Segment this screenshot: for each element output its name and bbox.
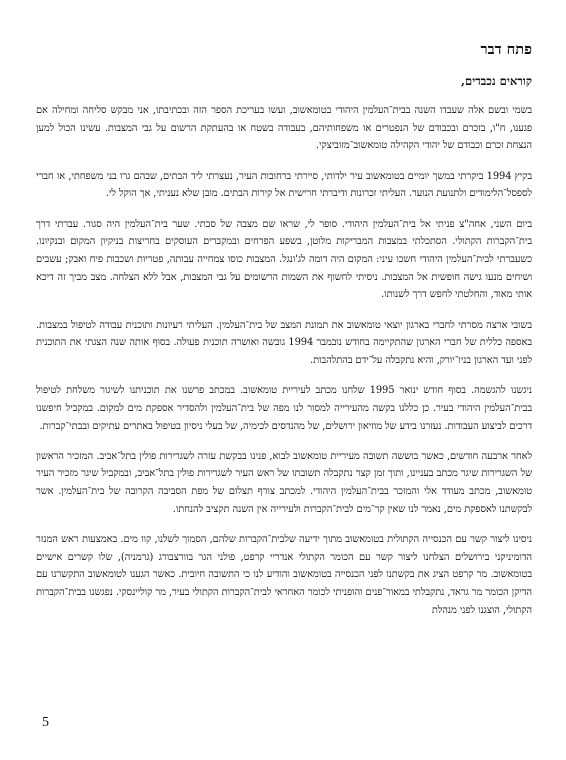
paragraph-4: בשובי ארצה מסרתי לחברי בארגון יוצאי טומאשוב את תמונת המצב של בית־העלמין. העליתי רעיונות ותוכנית עבודה לטיפול במצבות. באספה כללית של חברי הארגון שהתקיימה בחודש נובמבר 1994 גובשה ואושרה תוכנית פעולה. בסוף אותה שנה הצגתי את התוכנית לפני ועד הארגון בניו־יורק, והיא נתקבלה על־ידם בהתלהבות.	[36, 319, 532, 366]
document-page	[36, 40, 532, 632]
paragraph-3: ביום השני, אחה"צ פניתי אל בית־העלמין היהודי. סופר לי, שראו שם מצבה של סבתי. שער בית־העלמין היה סגור. עברתי דרך בית־הקברות הקתולי. הסתכלתי במצבות המבריקות מלוטן, בשפע הפרחים ובמקברים העוסקים בחריצות בניקיון המקום ובנקיונו. כשעברתי לבית־העלמין היהודי חשכו עיני: המקום היה דומה לג'ונגל. המצבות כוסו צמחייה עבותה, פטריות ושכבות פיח ואבק; עשבים ושיחים מנעו גישה חופשית אל המצבות. ניסיתי לחשוף את השמות הרשומים על גבי המצבות, אבל ללא הצלחה. מצב מביך זה דיכא אותי מאוד, והחלטתי לחפש דרך לשנותו.	[36, 218, 532, 301]
paragraph-5: ניגשנו להגשמה. בסוף חודש ינואר 1995 שלחנו מכתב לעיריית טומאשוב. במכתב פרשנו את תוכניתנו לשיגור משלחת לטיפול בבית־העלמין היהודי בעיר. כן כללנו בקשה מהעירייה למסור לנו מפה של בית־העלמין ולהסדיר אספקת מים למקום. במקביל חיפשנו דרכים לביצוע העבודות. נעזרנו בידע של מוזיאון ירושלים, של מהנדסים לכימיה, של בעלי ניסיון בטיפול באתרים עתיקים ובבתי־קברות.	[36, 385, 533, 432]
page-number: 5	[42, 715, 49, 730]
paragraph-6: לאחר ארבעה חודשים, כאשר בוששה תשובה מעיריית טומאשוב לבוא, פנינו בבקשת עזרה לשגרירות פולין בתל־אביב. המזכיר הראשון של השגרירות שיגר מכתב בעניינו, ותוך זמן קצר נתקבלה תשובתו של ראש העיר לשגרירות פולין בתל־אביב, ובמקביל שיגר מזכיר העיר טומאשוב, מכתב מעודד אלי והמזכר בבית־העלמין היהודי. למכתב צורף תצלום של מפת הסביבה הקרובה של בית־העלמין. אשר לבקשתנו לאספקת מים, נאמר לנו שאין קר־מים לבית־הקברות ולעירייה אין השנה תקציב להנחתו.	[36, 450, 532, 515]
page-title: פתח דבר	[480, 41, 532, 58]
paragraph-2: בקיץ 1994 ביקרתי במשך יומיים בטומאשוב עיר ילדותי, סיירתי ברחובות העיר, נעצרתי ליד הבתים, שבהם גרו בני משפחתי, או חברי לספסל־הלימודים ולתנועת הנוער. העליתי זכרונות ודיברתי חרישית אל קירות הבתים. מובן שלא נעניתי, אך הוקל לי.	[36, 170, 532, 200]
paragraph-1: בשמי ובשם אלה שעבדו השנה בבית־העלמין היהודי בטומאשוב, ועשו בעריכת הספר הזה ובכתיבתו, אני מבקש סליחה ומחילה אם פגענו, ח"ו, בזכרם ובכבודם של הנפטרים או משפחותיהם, בעבודה בשטח או בהעתקת הרשום על גבי המצבות. עשינו הכול למען הנצחת זכרם וכבודם של יהודי הקהילה טומאשוב־מזוביצקי.	[36, 105, 532, 152]
greeting: קוראים נכבדים,	[461, 74, 532, 88]
paragraph-7: ניסינו ליצור קשר עם הכנסייה הקתולית בטומאשוב מתוך ידיעה שלבית־הקברות שלהם, הסמוך לשלנו, קוו מים. באמצעות ראש המנזר הדומיניקני בירושלים הצלחנו ליצור קשר עם הכומר הקתולי אנדריי קרפט, פולני הגר בוורצבורג (גרמניה), שלו קשרים אישיים בטומאשוב. מר קרפט הציג את בקשתנו לפני הכנסייה בטומאשוב והודיע לנו כי התשובה חיובית. כאשר הגענו לטומאשוב התקשרנו עם הדיקן הכומר מר גראד, נתקבלתי במאור־פנים והופניתי לכומר האחראי לבית־הקברות הקתולי בעיר, מר קוליינסקי. נפגשנו בבית־הקברות הקתולי, הוצגנו לפני מנהלת	[36, 534, 532, 616]
